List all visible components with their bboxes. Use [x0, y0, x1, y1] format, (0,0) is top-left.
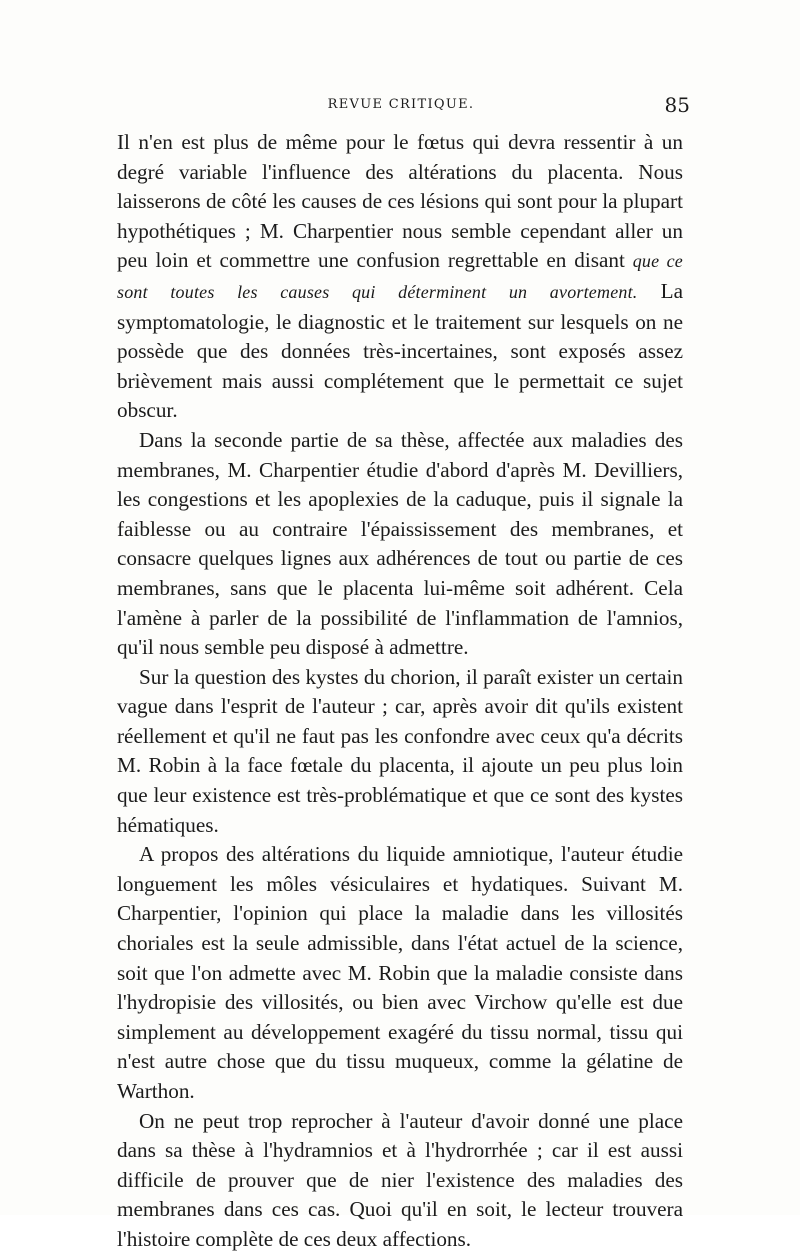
paragraph-3: Sur la question des kystes du chorion, il paraît exister un certain vague dans l'esprit de l'auteur ; car, après avoir dit qu'ils existent réellement et qu'il ne faut pas les confondre avec ceux qu'a décrits M. Robin à la face fœtale du placenta, il ajoute un peu plus loin que leur existence est très-problématique et que ce sont des kystes hématiques. [117, 664, 683, 837]
paragraph-5: On ne peut trop reprocher à l'auteur d'avoir donné une place dans sa thèse à l'hydramnios et à l'hydrorrhée ; car il est aussi difficile de prouver que de nier l'existence des maladies des membranes dans ces cas. Quoi qu'il en soit, le lecteur trouvera l'histoire complète de ces deux affections. [117, 1108, 683, 1251]
paragraph-1-text-before: Il n'en est plus de même pour le fœtus qui devra ressentir à un degré variable l'influence des altérations du placenta. Nous laisserons de côté les causes de ces lésions qui sont pour la plupart hypothétiques ; M. Charpentier nous semble cependant aller un peu loin et commettre une confusion regrettable en disant [117, 130, 683, 273]
paragraph-1-text-after: La symptomatologie, le diagnostic et le traitement sur lesquels on ne possède que des données très-incertaines, sont exposés assez brièvement mais aussi complétement que le permettait ce sujet obscur. [117, 278, 683, 423]
paragraph-2: Dans la seconde partie de sa thèse, affectée aux maladies des membranes, M. Charpentier étudie d'abord d'après M. Devilliers, les congestions et les apoplexies de la caduque, puis il signale la faiblesse ou au contraire l'épaississement des membranes, et consacre quelques lignes aux adhérences de tout ou partie de ces membranes, sans que le placenta lui-même soit adhérent. Cela l'amène à parler de la possibilité de l'inflammation de l'amnios, qu'il nous semble peu disposé à admettre. [117, 427, 683, 660]
running-title: REVUE CRITIQUE. [327, 97, 475, 112]
running-head [112, 93, 690, 121]
body-text [117, 128, 683, 1255]
paragraph-1-emphasis: que ce sont toutes les causes qui déterminent un avortement. [117, 251, 683, 302]
page-number: 85 [664, 93, 690, 117]
paragraph-1 [117, 128, 683, 426]
paragraph-4: A propos des altérations du liquide amniotique, l'auteur étudie longuement les môles vésiculaires et hydatiques. Suivant M. Charpentier, l'opinion qui place la maladie dans les villosités choriales est la seule admissible, dans l'état actuel de la science, soit que l'on admette avec M. Robin que la maladie consiste dans l'hydropisie des villosités, ou bien avec Virchow qu'elle est due simplement au développement exagéré du tissu normal, tissu qui n'est autre chose que du tissu muqueux, comme la gélatine de Warthon. [117, 842, 683, 1103]
